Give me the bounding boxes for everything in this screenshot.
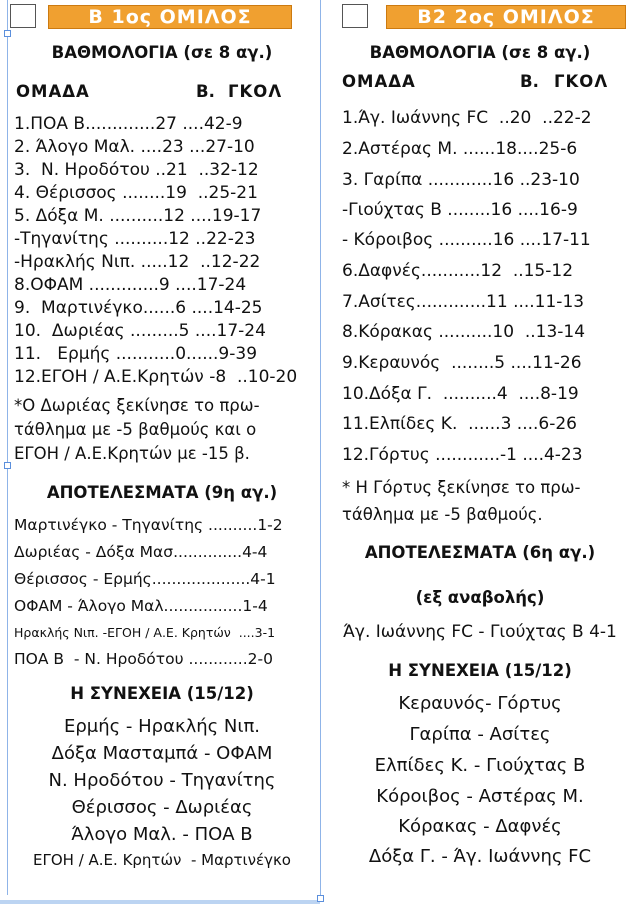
- col-header-team: ΟΜΑΔΑ: [342, 72, 416, 91]
- col-header-team: ΟΜΑΔΑ: [16, 82, 90, 101]
- note-line: τάθλημα με -5 βαθμούς και ο: [14, 420, 257, 439]
- fixture-row: Θέρισσος - Δωριέας: [71, 797, 253, 818]
- group-1-title: Β 1ος ΟΜΙΛΟΣ: [48, 5, 292, 29]
- standings-row: 3. Ν. Ηροδότου ..21 ..32-12: [14, 160, 259, 180]
- col-header-goals: ΓΚΟΛ: [228, 82, 283, 101]
- note-line: τάθλημα με -5 βαθμούς.: [342, 505, 543, 524]
- standings-row: 10. Δωριέας .........5 ....17-24: [14, 321, 266, 341]
- note-line: * Η Γόρτυς ξεκίνησε το πρω-: [342, 478, 581, 497]
- standings-row: 5. Δόξα Μ. ..........12 ....19-17: [14, 206, 262, 226]
- standings-row: 2.Αστέρας Μ. ......18....25-6: [342, 139, 578, 159]
- fixture-row: Κόρακας - Δαφνές: [398, 816, 562, 837]
- standings-row: - Κόροιβος ..........16 ....17-11: [342, 230, 591, 250]
- standings-row: 10.Δόξα Γ. ..........4 ....8-19: [342, 384, 579, 404]
- result-row: Δωριέας - Δόξα Μασ..............4-4: [14, 543, 268, 561]
- col-header-points: Β.: [196, 82, 215, 101]
- col-header-goals: ΓΚΟΛ: [554, 72, 609, 91]
- standings-row: 7.Ασίτες.............11 ....11-13: [342, 292, 585, 312]
- fixture-row: Κεραυνός- Γόρτυς: [398, 693, 562, 714]
- standings-row: -Τηγανίτης ..........12 ..22-23: [14, 229, 256, 249]
- fixture-row: ΕΓΟΗ / Α.Ε. Κρητών - Μαρτινέγκο: [33, 851, 291, 869]
- note-line: ΕΓΟΗ / Α.Ε.Κρητών με -15 β.: [14, 444, 250, 463]
- standings-row: 6.Δαφνές...........12 ..15-12: [342, 261, 574, 281]
- result-row: Ηρακλής Νιπ. -ΕΓΟΗ / Α.Ε. Κρητών ....3-1: [14, 625, 276, 640]
- fixture-row: Κόροιβος - Αστέρας Μ.: [376, 786, 584, 807]
- standings-title: ΒΑΘΜΟΛΟΓΙΑ (σε 8 αγ.): [51, 43, 273, 62]
- results-title: ΑΠΟΤΕΛΕΣΜΑΤΑ (6η αγ.): [364, 543, 596, 562]
- result-row: ΟΦΑΜ - Άλογο Μαλ................1-4: [14, 597, 268, 615]
- standings-row: 9. Μαρτινέγκο......6 ....14-25: [14, 298, 263, 318]
- fixture-row: Γαρίπα - Ασίτες: [409, 724, 551, 745]
- next-fixtures-title: Η ΣΥΝΕΧΕΙΑ (15/12): [388, 661, 572, 680]
- standings-row: 12.ΕΓΟΗ / Α.Ε.Κρητών -8 ..10-20: [14, 367, 298, 387]
- result-row: Μαρτινέγκο - Τηγανίτης ..........1-2: [14, 516, 283, 534]
- result-row: Άγ. Ιωάννης FC - Γιούχτας Β 4-1: [343, 622, 617, 642]
- column-guide-line: [7, 0, 8, 895]
- next-fixtures-title: Η ΣΥΝΕΧΕΙΑ (15/12): [70, 684, 254, 703]
- col-header-points: Β.: [520, 72, 539, 91]
- frame-handle[interactable]: [4, 462, 11, 469]
- fixture-row: Δόξα Μασταμπά - ΟΦΑΜ: [51, 743, 273, 764]
- standings-row: 3. Γαρίπα ............16 ..23-10: [342, 170, 580, 190]
- fixture-row: Άλογο Μαλ. - ΠΟΑ Β: [71, 824, 253, 845]
- note-line: *Ο Δωριέας ξεκίνησε το πρω-: [14, 396, 260, 415]
- result-row: ΠΟΑ Β - Ν. Ηροδότου ............2-0: [14, 650, 273, 668]
- frame-handle[interactable]: [317, 895, 324, 902]
- standings-row: 4. Θέρισσος ........19 ..25-21: [14, 183, 258, 203]
- standings-row: 1.Άγ. Ιωάννης FC ..20 ..22-2: [342, 108, 592, 128]
- result-row: Θέρισσος - Ερμής....................4-1: [14, 570, 276, 588]
- fixture-row: Ελπίδες Κ. - Γιούχτας Β: [374, 755, 586, 776]
- standings-row: 12.Γόρτυς ............-1 ....4-23: [342, 445, 583, 465]
- fixture-row: Ερμής - Ηρακλής Νιπ.: [63, 716, 261, 737]
- standings-row: 2. Άλογο Μαλ. ....23 ...27-10: [14, 137, 255, 157]
- standings-row: -Ηρακλής Νιπ. .....12 ..12-22: [14, 252, 261, 272]
- fixture-row: Δόξα Γ. - Άγ. Ιωάννης FC: [368, 846, 592, 867]
- standings-row: 1.ΠΟΑ Β.............27 ....42-9: [14, 114, 243, 134]
- fixture-row: Ν. Ηροδότου - Τηγανίτης: [48, 770, 276, 791]
- standings-row: 8.Κόρακας ..........10 ..13-14: [342, 322, 586, 342]
- standings-title: ΒΑΘΜΟΛΟΓΙΑ (σε 8 αγ.): [369, 43, 591, 62]
- frame-bottom-bar: [0, 900, 320, 904]
- results-title: ΑΠΟΤΕΛΕΣΜΑΤΑ (9η αγ.): [46, 483, 278, 502]
- standings-row: -Γιούχτας Β ........16 ....16-9: [342, 200, 578, 220]
- standings-row: 9.Κεραυνός ........5 ....11-26: [342, 353, 582, 373]
- standings-row: 11.Ελπίδες Κ. ......3 ....6-26: [342, 414, 577, 434]
- standings-row: 8.ΟΦΑΜ .............9 ....17-24: [14, 275, 247, 295]
- group-2-column: [320, 0, 638, 906]
- header-empty-box: [10, 4, 36, 28]
- frame-handle[interactable]: [4, 30, 11, 37]
- standings-row: 11. Ερμής ...........0......9-39: [14, 344, 258, 364]
- postponed-label: (εξ αναβολής): [415, 588, 545, 607]
- column-guide-line: [320, 0, 321, 895]
- group-2-title: Β2 2ος ΟΜΙΛΟΣ: [386, 5, 626, 29]
- header-empty-box: [342, 4, 368, 28]
